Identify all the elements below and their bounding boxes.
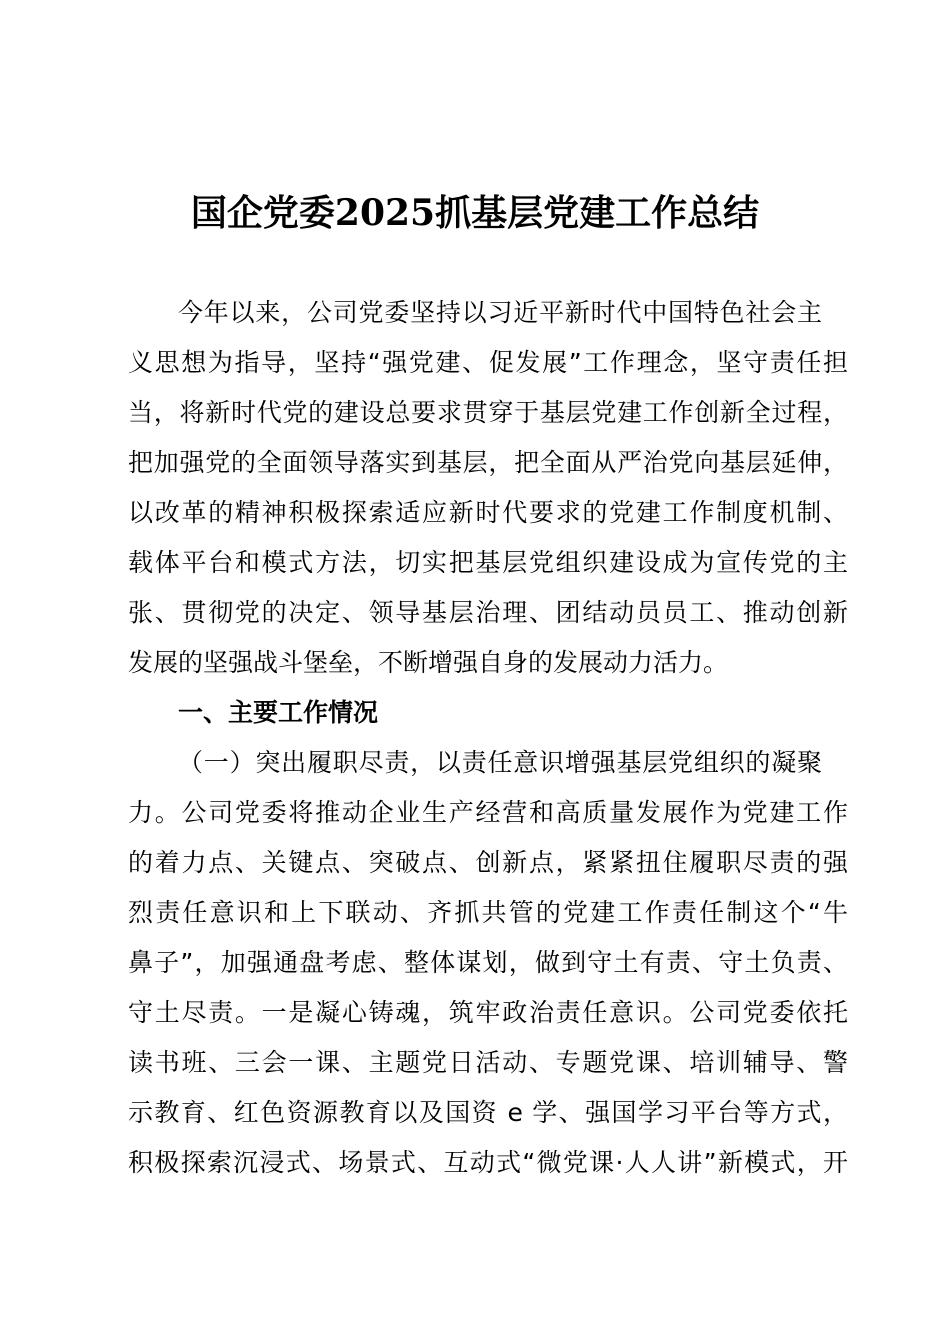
paragraph-line: 烈责任意识和上下联动、齐抓共管的党建工作责任制这个“牛 [128, 898, 848, 927]
section-heading: 一、主要工作情况 [178, 698, 379, 727]
document-title: 国企党委2025抓基层党建工作总结 [190, 192, 760, 234]
paragraph-line: 积极探索沉浸式、场景式、互动式“微党课·人人讲”新模式，开 [128, 1148, 848, 1177]
paragraph-line: 示教育、红色资源教育以及国资 e 学、强国学习平台等方式， [128, 1098, 848, 1127]
paragraph-line: 以改革的精神积极探索适应新时代要求的党建工作制度机制、 [128, 498, 848, 527]
paragraph-line: 发展的坚强战斗堡垒，不断增强自身的发展动力活力。 [128, 648, 729, 677]
paragraph-line: 今年以来，公司党委坚持以习近平新时代中国特色社会主 [178, 298, 822, 327]
paragraph-line: （一）突出履职尽责，以责任意识增强基层党组织的凝聚 [178, 748, 822, 777]
paragraph-line: 张、贯彻党的决定、领导基层治理、团结动员员工、推动创新 [128, 598, 848, 627]
paragraph-line: 把加强党的全面领导落实到基层，把全面从严治党向基层延伸， [128, 448, 848, 477]
paragraph-line: 载体平台和模式方法，切实把基层党组织建设成为宣传党的主 [128, 548, 848, 577]
paragraph-line: 义思想为指导，坚持“强党建、促发展”工作理念，坚守责任担 [128, 348, 848, 377]
paragraph-line: 的着力点、关键点、突破点、创新点，紧紧扭住履职尽责的强 [128, 848, 848, 877]
paragraph-line: 当，将新时代党的建设总要求贯穿于基层党建工作创新全过程， [128, 398, 848, 427]
paragraph-line: 力。公司党委将推动企业生产经营和高质量发展作为党建工作 [128, 798, 848, 827]
paragraph-line: 守土尽责。一是凝心铸魂，筑牢政治责任意识。公司党委依托 [128, 998, 848, 1027]
paragraph-line: 读书班、三会一课、主题党日活动、专题党课、培训辅导、警 [128, 1048, 848, 1077]
paragraph-line: 鼻子”，加强通盘考虑、整体谋划，做到守土有责、守土负责、 [128, 948, 848, 977]
